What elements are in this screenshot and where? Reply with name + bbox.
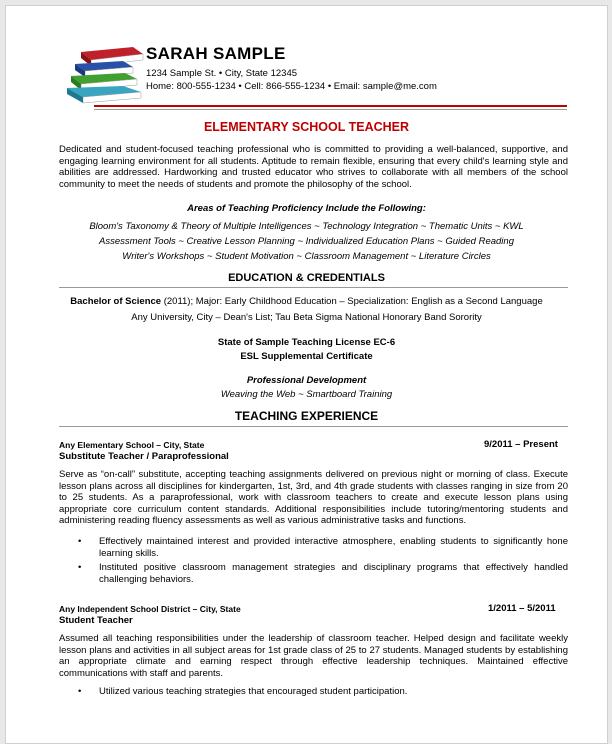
books-logo-icon xyxy=(63,44,148,104)
contact-phones: Home: 800-555-1234 • Cell: 866-555-1234 • Email: sample@me.com xyxy=(146,81,437,92)
degree-line xyxy=(6,296,607,308)
summary-paragraph: Dedicated and student-focused teaching professional who is committed to providing a well-balanced, supportive, and engaging learning environment for all students. Aptitude to remain flexible, ensuring that every child's learning style and abilities are addressed. Hardworking and trusted educator who strives to collaborate with all members of the school community to meet the needs of students and promote the philosophy of the school. xyxy=(59,144,568,190)
list-item: • Instituted positive classroom management strategies and disciplinary programs that effectively handled challenging behaviors. xyxy=(78,562,568,585)
school-line: Any University, City – Dean's List; Tau Beta Sigma National Honorary Band Sorority xyxy=(131,312,482,323)
resume-page xyxy=(5,5,608,744)
employment-dates: 9/2011 – Present xyxy=(484,439,558,450)
proficiency-line: Writer's Workshops ~ Student Motivation ~ Classroom Management ~ Literature Circles xyxy=(122,251,491,262)
education-heading: EDUCATION & CREDENTIALS xyxy=(228,272,385,284)
section-divider xyxy=(59,287,568,288)
experience-heading: TEACHING EXPERIENCE xyxy=(234,409,379,423)
employer-name: Any Independent School District – City, State xyxy=(59,604,241,614)
professional-development-detail: Weaving the Web ~ Smartboard Training xyxy=(220,389,393,400)
proficiency-line: Bloom's Taxonomy & Theory of Multiple Intelligences ~ Technology Integration ~ Thematic Units ~ KWL xyxy=(89,221,524,232)
job-description: Assumed all teaching responsibilities under the leadership of classroom teacher. Helped design and facilitate weekly lesson plans and activities in all subject areas for 1st grade class of 25 to 27 students. Managed students by establishing an appropriate climate and earning respect through effective leadership techniques. Maintained effective communications with staff and parents. xyxy=(59,633,568,679)
esl-certificate: ESL Supplemental Certificate xyxy=(240,351,373,362)
role-title: Student Teacher xyxy=(59,615,133,626)
employer-name: Any Elementary School – City, State xyxy=(59,440,205,450)
header-rule-gray xyxy=(94,109,567,110)
proficiency-line: Assessment Tools ~ Creative Lesson Planning ~ Individualized Education Plans ~ Guided Reading xyxy=(98,236,514,247)
job-description: Serve as “on-call” substitute, accepting teaching assignments delivered on previous night or morning of class. Execute lesson plans across all disciplines for kindergarten, 1st, 3rd, and 4th grade students with classes ranging in size from 20 to 25 students. As a paraprofessional, work with classroom teachers to create and execute lesson plans using appropriate core curriculum content standards. Additional responsibilities include tutoring/mentoring students and administering reading fluency assessments as well as various administrative tasks and functions. xyxy=(59,469,568,526)
role-title: Substitute Teacher / Paraprofessional xyxy=(59,451,229,462)
bullet-text: Effectively maintained interest and provided interactive atmosphere, enabling students to significantly hone learning skills. xyxy=(99,536,568,559)
job-title: ELEMENTARY SCHOOL TEACHER xyxy=(203,120,410,134)
bullet-text: Utilized various teaching strategies that encouraged student participation. xyxy=(99,686,408,697)
section-divider xyxy=(59,426,568,427)
license-line: State of Sample Teaching License EC-6 xyxy=(217,337,396,348)
employment-dates: 1/2011 – 5/2011 xyxy=(488,603,556,614)
list-item: • Effectively maintained interest and provided interactive atmosphere, enabling students to significantly hone learning skills. xyxy=(78,536,568,559)
list-item: • Utilized various teaching strategies that encouraged student participation. xyxy=(78,686,568,698)
bullet-text: Instituted positive classroom management strategies and disciplinary programs that effectively handled challenging behaviors. xyxy=(99,562,568,585)
contact-address: 1234 Sample St. • City, State 12345 xyxy=(146,68,298,79)
header-rule-red xyxy=(94,105,567,107)
proficiency-heading: Areas of Teaching Proficiency Include the Following: xyxy=(187,203,426,214)
candidate-name: SARAH SAMPLE xyxy=(146,44,286,63)
degree-name: Bachelor of Science xyxy=(70,296,162,307)
degree-details: (2011); Major: Early Childhood Education – Specialization: English as a Second Language xyxy=(161,296,543,307)
professional-development-heading: Professional Development xyxy=(246,375,367,386)
